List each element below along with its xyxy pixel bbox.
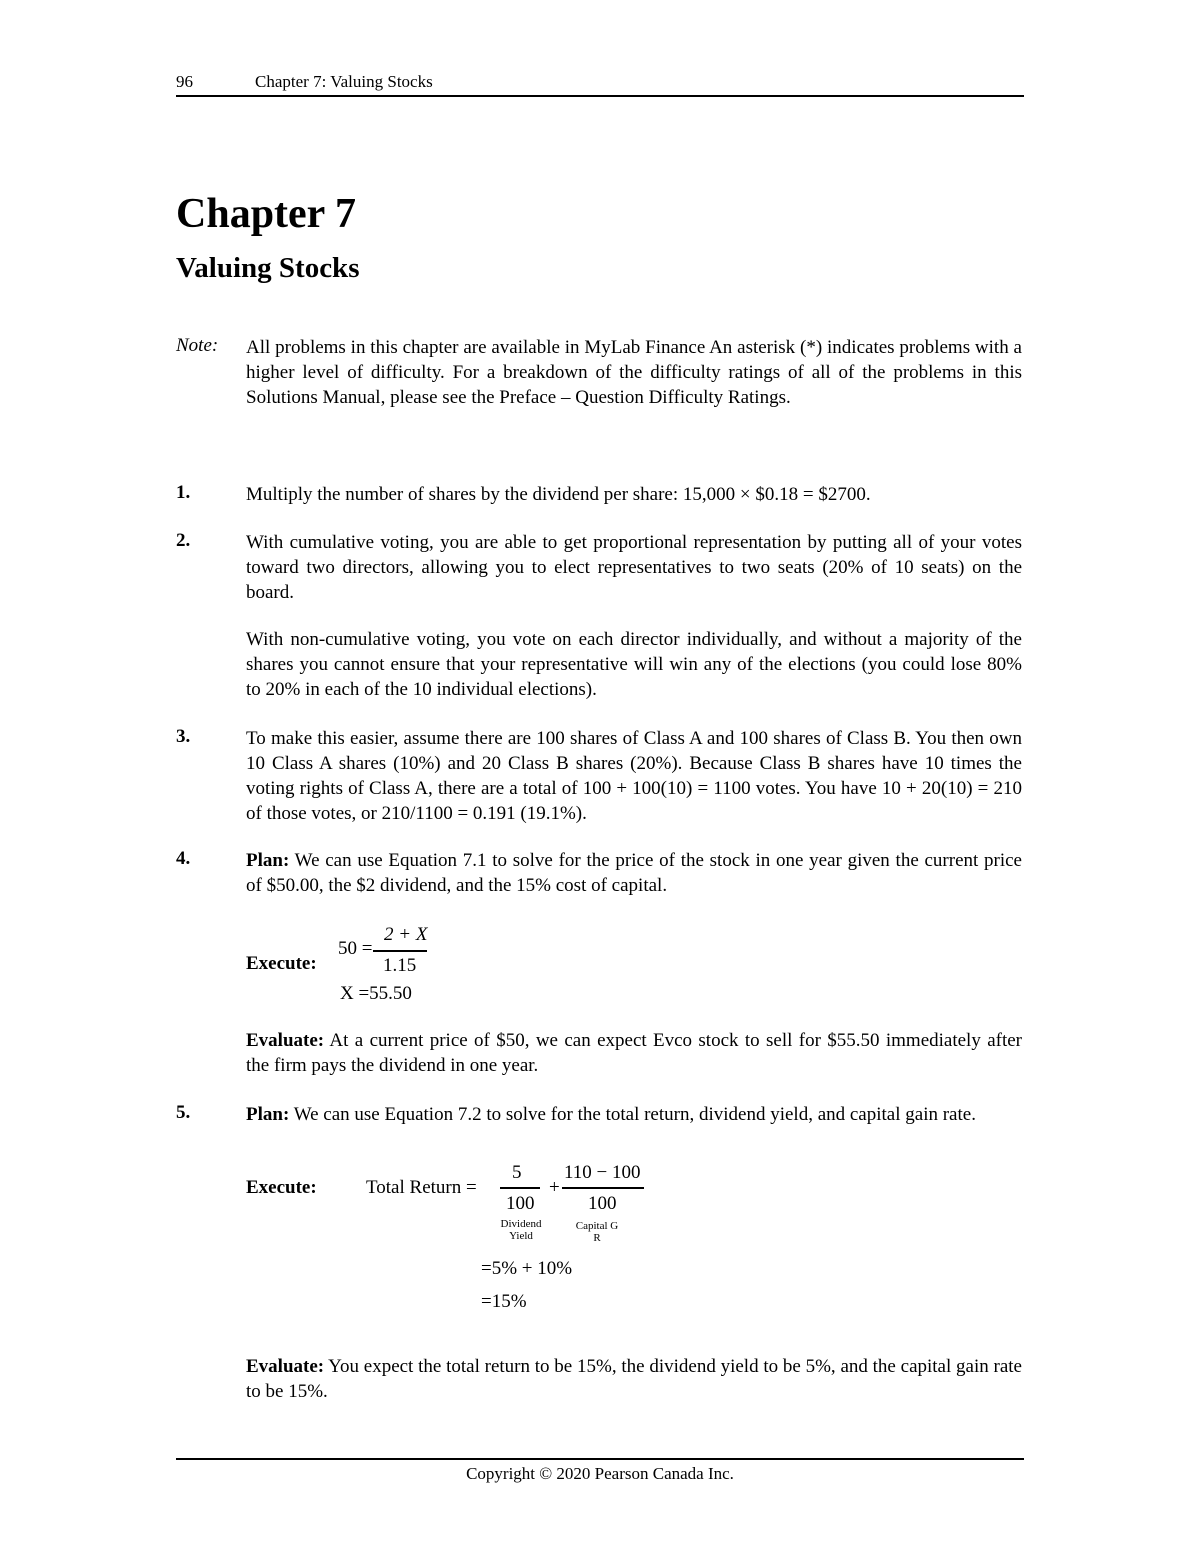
fraction-bar [562,1187,644,1189]
footer-rule [176,1458,1024,1460]
underbrace-label-line: R [593,1232,601,1244]
evaluate-text: At a current price of $50, we can expect Evco stock to sell for $55.50 immediately after the firm pays the dividend in one year. [246,1030,1022,1076]
plan-label: Plan: [246,850,290,871]
equation-result: X =55.50 [340,983,412,1004]
copyright: Copyright © 2020 Pearson Canada Inc. [466,1464,734,1483]
plan-paragraph [246,848,1022,898]
equation-numerator: 2 + X [384,924,428,945]
problem-number: 5. [176,1102,191,1123]
equation-result: =15% [481,1291,527,1312]
problem-text: With cumulative voting, you are able to get proportional representation by putting all of your votes toward two directors, allowing you to elect representatives to two seats (20% of 10 seats) on the board. [246,532,1022,603]
page-number: 96 [176,72,193,91]
gain-denominator: 100 [588,1193,617,1214]
problem-number: 2. [176,530,191,551]
total-return-lhs: Total Return = [366,1177,477,1198]
evaluate-label: Evaluate: [246,1356,325,1377]
equation-step: =5% + 10% [481,1258,573,1279]
underbrace-label-line: Yield [509,1230,533,1242]
plus-sign: + [549,1177,560,1198]
running-title: Chapter 7: Valuing Stocks [255,72,433,91]
problem-number: 4. [176,848,191,869]
plan-paragraph [246,1102,1022,1127]
chapter-title: Chapter 7 [176,191,357,237]
header-rule [176,95,1024,97]
dividend-numerator: 5 [512,1162,522,1183]
problem-number: 1. [176,482,191,503]
dividend-yield-label [490,1218,552,1242]
equation-lhs: 50 = [338,938,373,959]
gain-numerator: 110 − 100 [564,1162,641,1183]
note-text: All problems in this chapter are available in MyLab Finance An asterisk (*) indicates problems with a higher level of difficulty. For a breakdown of the difficulty ratings of all of the problems in this Solutions Manual, please see the Preface – Question Difficulty Ratings. [246,337,1022,408]
note-label: Note: [176,335,219,356]
problem-text: Multiply the number of shares by the dividend per share: 15,000 × $0.18 = $2700. [246,484,871,505]
problem-text-continued: With non-cumulative voting, you vote on each director individually, and without a majority of the shares you cannot ensure that your representative will win any of the elections (you could lose 80% to 20% in each of the 10 individual elections). [246,629,1022,700]
evaluate-label: Evaluate: [246,1030,325,1051]
evaluate-paragraph [246,1354,1022,1404]
equation-denominator: 1.15 [383,955,417,976]
problem-number: 3. [176,726,191,747]
plan-label: Plan: [246,1104,290,1125]
capital-gain-label [566,1220,628,1244]
plan-text: We can use Equation 7.2 to solve for the total return, dividend yield, and capital gain rate. [289,1104,976,1125]
fraction-bar [373,950,427,952]
execute-label: Execute: [246,953,317,974]
underbrace-label-line: Capital G [575,1220,619,1232]
evaluate-text: You expect the total return to be 15%, the dividend yield to be 5%, and the capital gain rate to be 15%. [246,1356,1022,1402]
dividend-denominator: 100 [506,1193,535,1214]
evaluate-paragraph [246,1028,1022,1078]
problem-text: To make this easier, assume there are 100 shares of Class A and 100 shares of Class B. You then own 10 Class A shares (10%) and 20 Class B shares (20%). Because Class B shares have 10 times the voting rights of Class A, there are a total of 100 + 100(10) = 1100 votes. You have 10 + 20(10) = 210 of those votes, or 210/1100 = 0.191 (19.1%). [246,728,1022,824]
chapter-subtitle: Valuing Stocks [176,252,360,284]
underbrace-label-line: Dividend [500,1218,542,1230]
fraction-bar [500,1187,540,1189]
execute-label: Execute: [246,1177,317,1198]
plan-text: We can use Equation 7.1 to solve for the price of the stock in one year given the current price of $50.00, the $2 dividend, and the 15% cost of capital. [246,850,1022,896]
